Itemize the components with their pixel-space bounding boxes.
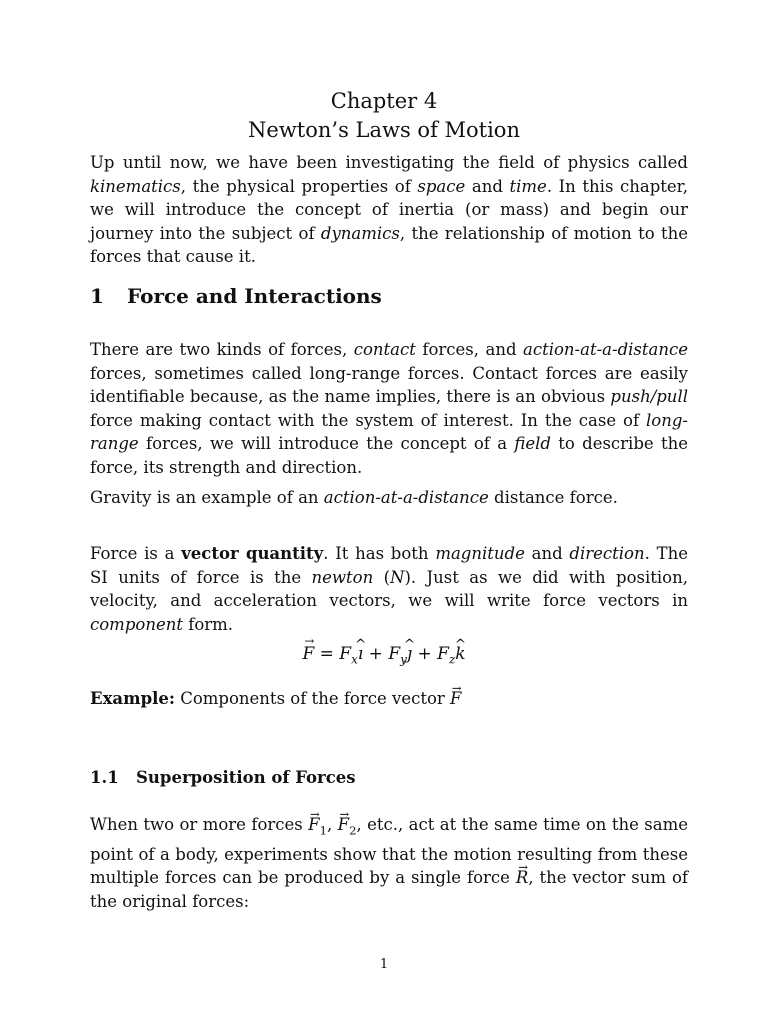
example-line: Example: Components of the force vector → F (90, 687, 688, 711)
chapter-label: Chapter 4 (330, 89, 438, 113)
intro-paragraph: Up until now, we have been investigating the field of physics called kinematics, the physical properties of space and time. In this chapter, we will introduce the concept of inertia (or mass) and begin our journey into the subject of dynamics, the relationship of motion to the forces that cause it. (90, 153, 688, 266)
section-heading-force-and-interactions (90, 284, 382, 308)
forces-paragraph: There are two kinds of forces, contact forces, and action-at-a-distance forces, sometimes called long-range forces. Contact forces are easily identifiable because, as the name implies, there is an obvious push/pull force making contact with the system of interest. In the case of long-range forces, we will introduce the concept of a field to describe the force, its strength and direction. (90, 340, 688, 477)
gravity-paragraph: Gravity is an example of an action-at-a-distance distance force. (90, 488, 618, 507)
force-component-equation: → $F = F_x\^{}$ ı + $F_y\^{}$ ȷ + $F_z\^{}$ k (0, 644, 768, 666)
page-number: 1 (379, 957, 389, 972)
section-number: 1 (90, 284, 104, 308)
chapter-title: Newton’s Laws of Motion (248, 118, 520, 142)
subsection-title: Superposition of Forces (136, 768, 356, 787)
superposition-paragraph: When two or more forces → $F_1$, → $F_2$, etc., act at the same time on the same point of a body, experiments show that the motion resulting from these multiple forces can be produced by a single force → R, the vector sum of the original forces: (90, 813, 688, 913)
subsection-number: 1.1 (90, 768, 119, 787)
subsection-heading-superposition (90, 768, 356, 787)
section-title: Force and Interactions (127, 284, 382, 308)
vector-paragraph: Force is a vector quantity. It has both magnitude and direction. The SI units of force is the newton (N). Just as we did with position, velocity, and acceleration vectors, we will write force vectors in component form. (90, 544, 688, 634)
